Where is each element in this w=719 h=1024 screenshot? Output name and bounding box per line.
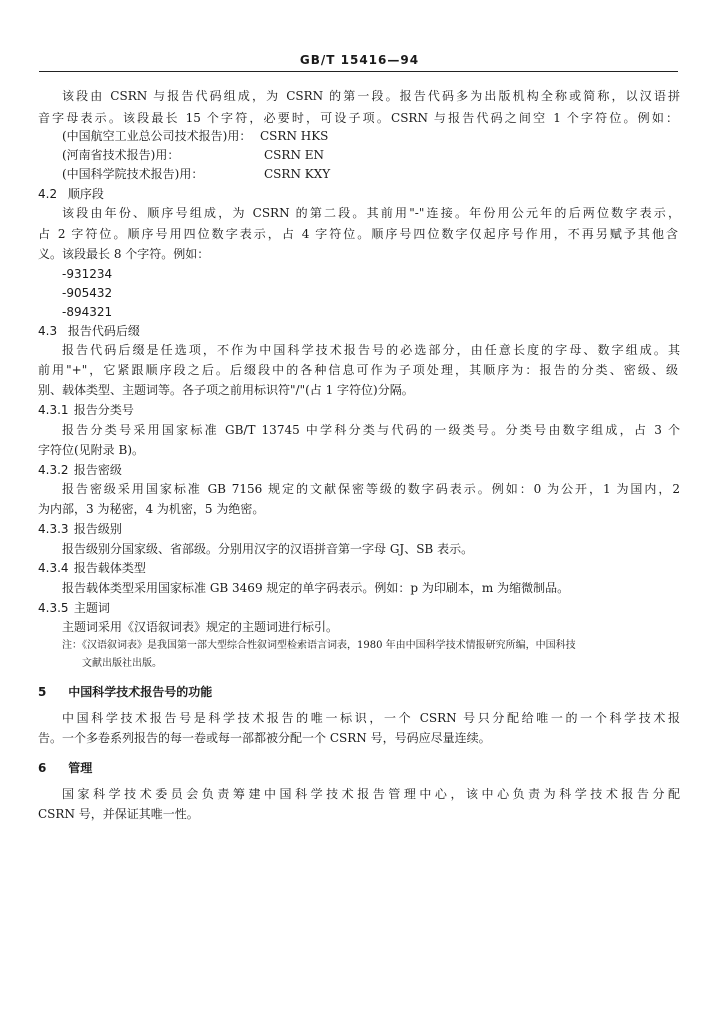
- section-heading-6: [38, 760, 92, 776]
- paragraph-line: 别、载体类型、主题词等。各子项之前用标识符"/"(占 1 字符位)分隔。: [38, 383, 414, 397]
- footnote-line: 文献出版社出版。: [82, 658, 162, 669]
- example-code: CSRN EN: [264, 148, 325, 162]
- section-heading-4-3-5: [38, 600, 110, 616]
- section-number: 4.3.4: [38, 561, 69, 575]
- paragraph-line: 字符位(见附录 B)。: [38, 443, 144, 457]
- section-title: 报告级别: [73, 522, 122, 536]
- sequence-example: -905432: [62, 286, 113, 300]
- section-title: 管理: [68, 761, 93, 775]
- section-title: 报告代码后缀: [67, 324, 140, 338]
- example-code: CSRN KXY: [264, 167, 331, 181]
- section-heading-5: [38, 684, 212, 700]
- section-number: 4.2: [38, 187, 58, 201]
- section-heading-4-3-2: [38, 462, 122, 478]
- example-name: (河南省技术报告)用：: [62, 148, 180, 162]
- paragraph-line: 国家科学技术委员会负责筹建中国科学技术报告管理中心，该中心负责为科学技术报告分配: [62, 787, 680, 801]
- section-number: 4.3.2: [38, 463, 69, 477]
- section-number: 5: [38, 685, 47, 699]
- paragraph-line: 报告分类号采用国家标准 GB/T 13745 中学科分类与代码的一级类号。分类号由数字组成，占 3 个: [62, 423, 680, 437]
- section-heading-4-3-3: [38, 521, 122, 537]
- paragraph-line: 报告载体类型采用国家标准 GB 3469 规定的单字码表示。例如：p 为印刷本，m 为缩微制品。: [62, 581, 570, 595]
- paragraph-line: 音字母表示。该段最长 15 个字符，必要时，可设子项。CSRN 与报告代码之间空 1 个字符位。例如：: [38, 111, 678, 125]
- sequence-example: -931234: [62, 267, 113, 281]
- paragraph-line: 告。一个多卷系列报告的每一卷或每一部都被分配一个 CSRN 号，号码应尽量连续。: [38, 731, 491, 745]
- section-title: 主题词: [73, 601, 110, 615]
- example-code: CSRN HKS: [260, 129, 329, 143]
- example-row: [62, 128, 662, 144]
- header-rule: [39, 71, 678, 72]
- section-number: 4.3.1: [38, 403, 69, 417]
- section-title: 中国科学技术报告号的功能: [68, 685, 213, 699]
- section-number: 4.3.3: [38, 522, 69, 536]
- section-number: 6: [38, 761, 47, 775]
- section-title: 报告密级: [73, 463, 122, 477]
- section-title: 报告分类号: [73, 403, 134, 417]
- example-row: [62, 166, 662, 182]
- page-header: GB/T 15416—94: [299, 53, 420, 67]
- paragraph-line: CSRN 号，并保证其唯一性。: [38, 807, 199, 821]
- section-number: 4.3.5: [38, 601, 69, 615]
- paragraph-line: 主题词采用《汉语叙词表》规定的主题词进行标引。: [62, 620, 339, 634]
- paragraph-line: 报告级别分国家级、省部级。分别用汉字的汉语拼音第一字母 GJ、SB 表示。: [62, 542, 474, 556]
- example-name: (中国科学院技术报告)用：: [62, 167, 204, 181]
- footnote-line: 注：《汉语叙词表》是我国第一部大型综合性叙词型检索语言词表，1980 年由中国科学技术情报研究所编，中国科技: [62, 640, 576, 651]
- example-row: [62, 147, 662, 163]
- section-heading-4-2: [38, 186, 104, 202]
- section-heading-4-3-4: [38, 560, 146, 576]
- paragraph-line: 报告代码后缀是任选项，不作为中国科学技术报告号的必选部分，由任意长度的字母、数字组成。其: [62, 343, 680, 357]
- sequence-example: -894321: [62, 305, 113, 319]
- section-number: 4.3: [38, 324, 58, 338]
- paragraph-line: 义。该段最长 8 个字符。例如：: [38, 247, 210, 261]
- section-heading-4-3-1: [38, 402, 134, 418]
- section-title: 报告载体类型: [73, 561, 146, 575]
- section-title: 顺序段: [67, 187, 104, 201]
- paragraph-line: 占 2 字符位。顺序号用四位数字表示，占 4 字符位。顺序号四位数字仅起序号作用，不再另赋予其他含: [38, 227, 678, 241]
- paragraph-line: 报告密级采用国家标准 GB 7156 规定的文献保密等级的数字码表示。例如：0 为公开，1 为国内，2: [62, 482, 680, 496]
- paragraph-line: 该段由 CSRN 与报告代码组成，为 CSRN 的第一段。报告代码多为出版机构全称或简称，以汉语拼: [62, 89, 680, 103]
- section-heading-4-3: [38, 323, 140, 339]
- example-name: (中国航空工业总公司技术报告)用：: [62, 129, 252, 143]
- paragraph-line: 为内部，3 为秘密，4 为机密，5 为绝密。: [38, 502, 265, 516]
- paragraph-line: 中国科学技术报告号是科学技术报告的唯一标识，一个 CSRN 号只分配给唯一的一个科学技术报: [62, 711, 680, 725]
- paragraph-line: 前用"+"，它紧跟顺序段之后。后缀段中的各种信息可作为子项处理，其顺序为：报告的分类、密级、级: [38, 363, 678, 377]
- paragraph-line: 该段由年份、顺序号组成，为 CSRN 的第二段。其前用"-"连接。年份用公元年的后两位数字表示，: [62, 206, 680, 220]
